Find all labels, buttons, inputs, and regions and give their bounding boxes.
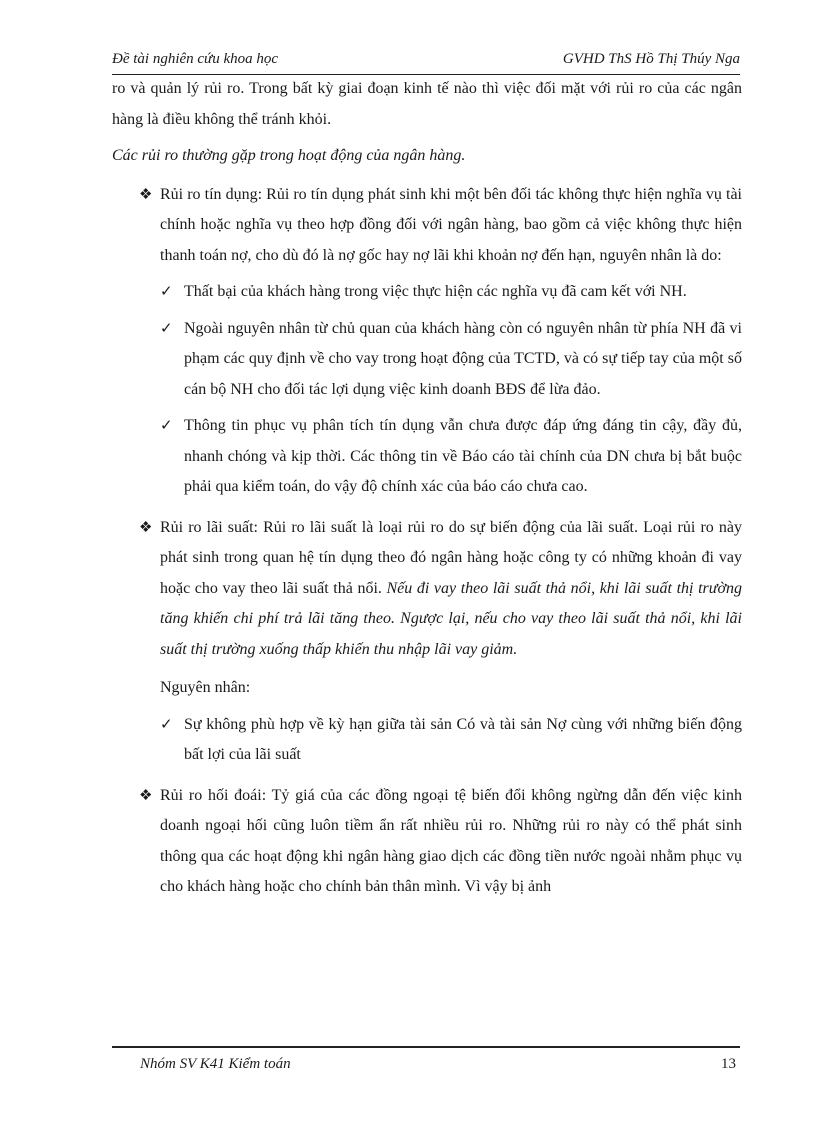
diamond-bullet-icon: ❖ — [139, 519, 153, 536]
check-mark-icon: ✓ — [160, 284, 173, 300]
credit-cause-text: Thông tin phục vụ phân tích tín dụng vẫn chưa được đáp ứng đáng tin cậy, đầy đủ, nhanh chóng và kịp thời. Các thông tin về Báo cáo tài chính của DN chưa bị bắt buộc phải qua kiểm toán, do vậy độ chính xác của báo cáo chưa cao. — [184, 417, 742, 495]
interest-risk-text: Rủi ro lãi suất: Rủi ro lãi suất là loại rủi ro do sự biến động của lãi suất. Loại rủi ro này phát sinh trong quan hệ tín dụng theo đó ngân hàng hoặc công ty có những khoản đi vay hoặc cho vay theo lãi suất thả nổi. — [160, 518, 742, 597]
credit-cause-text: Ngoài nguyên nhân từ chủ quan của khách hàng còn có nguyên nhân từ phía NH đã vi phạm các quy định về cho vay trong hoạt động của TCTD, và có sự tiếp tay của một số cán bộ NH cho đối tác lợi dụng việc kinh doanh BĐS để lừa đảo. — [184, 319, 742, 398]
diamond-bullet-icon: ❖ — [139, 186, 153, 203]
credit-cause-item — [112, 411, 742, 503]
page-number: 13 — [721, 1056, 736, 1072]
check-mark-icon: ✓ — [160, 716, 173, 733]
check-mark-icon: ✓ — [160, 418, 173, 434]
header-title: Đề tài nghiên cứu khoa học — [112, 51, 279, 67]
document-body — [112, 74, 742, 909]
credit-cause-text: Thất bại của khách hàng trong việc thực hiện các nghĩa vụ đã cam kết với NH. — [184, 283, 687, 300]
interest-cause-label: Nguyên nhân: — [160, 679, 251, 696]
page-header — [112, 44, 740, 75]
interest-risk-italic-text: Nếu đi vay theo lãi suất thả nổi, khi lãi suất thị trường tăng khiến chi phí trả lãi tăng theo. Ngược lại, nếu cho vay theo lãi suất thả nổi, khi lãi suất thị trường xuống thấp khiến thu nhập lãi vay giảm. — [160, 579, 743, 658]
interest-cause-text: Sự không phù hợp về kỳ hạn giữa tài sản Có và tài sản Nợ cùng với những biến động bất lợi của lãi suất — [184, 715, 742, 763]
fx-risk-text: Rủi ro hối đoái: Tỷ giá của các đồng ngoại tệ biến đổi không ngừng dẫn đến việc kinh doanh ngoại hối cũng luôn tiềm ẩn rất nhiều rủi ro. Những rủi ro này có thể phát sinh thông qua các hoạt động khi ngân hàng giao dịch các đồng tiền nước ngoài nhằm phục vụ cho khách hàng hoặc cho chính bản thân mình. Vì vậy bị ảnh — [160, 786, 742, 895]
check-mark-icon: ✓ — [160, 320, 173, 337]
credit-cause-item — [112, 314, 742, 406]
page-footer — [112, 1046, 740, 1078]
footer-group: Nhóm SV K41 Kiểm toán — [140, 1056, 291, 1072]
interest-risk-item — [112, 513, 742, 666]
section-heading: Các rủi ro thường gặp trong hoạt động của ngân hàng. — [112, 147, 466, 164]
interest-cause-item — [112, 710, 742, 771]
intro-paragraph: ro và quản lý rủi ro. Trong bất kỳ giai đoạn kinh tế nào thì việc đối mặt với rủi ro của các ngân hàng là điều không thể tránh khỏi. — [112, 80, 742, 128]
credit-risk-item — [112, 180, 742, 272]
fx-risk-item — [112, 781, 742, 903]
credit-cause-item — [112, 277, 742, 308]
header-supervisor: GVHD ThS Hồ Thị Thúy Nga — [562, 51, 740, 67]
credit-risk-text: Rủi ro tín dụng: Rủi ro tín dụng phát sinh khi một bên đối tác không thực hiện nghĩa vụ tài chính hoặc nghĩa vụ theo hợp đồng đối với ngân hàng, bao gồm cả việc không thực hiện thanh toán nợ, cho dù đó là nợ gốc hay nợ lãi khi khoản nợ đến hạn, nguyên nhân là do: — [160, 185, 742, 264]
diamond-bullet-icon: ❖ — [139, 787, 153, 804]
